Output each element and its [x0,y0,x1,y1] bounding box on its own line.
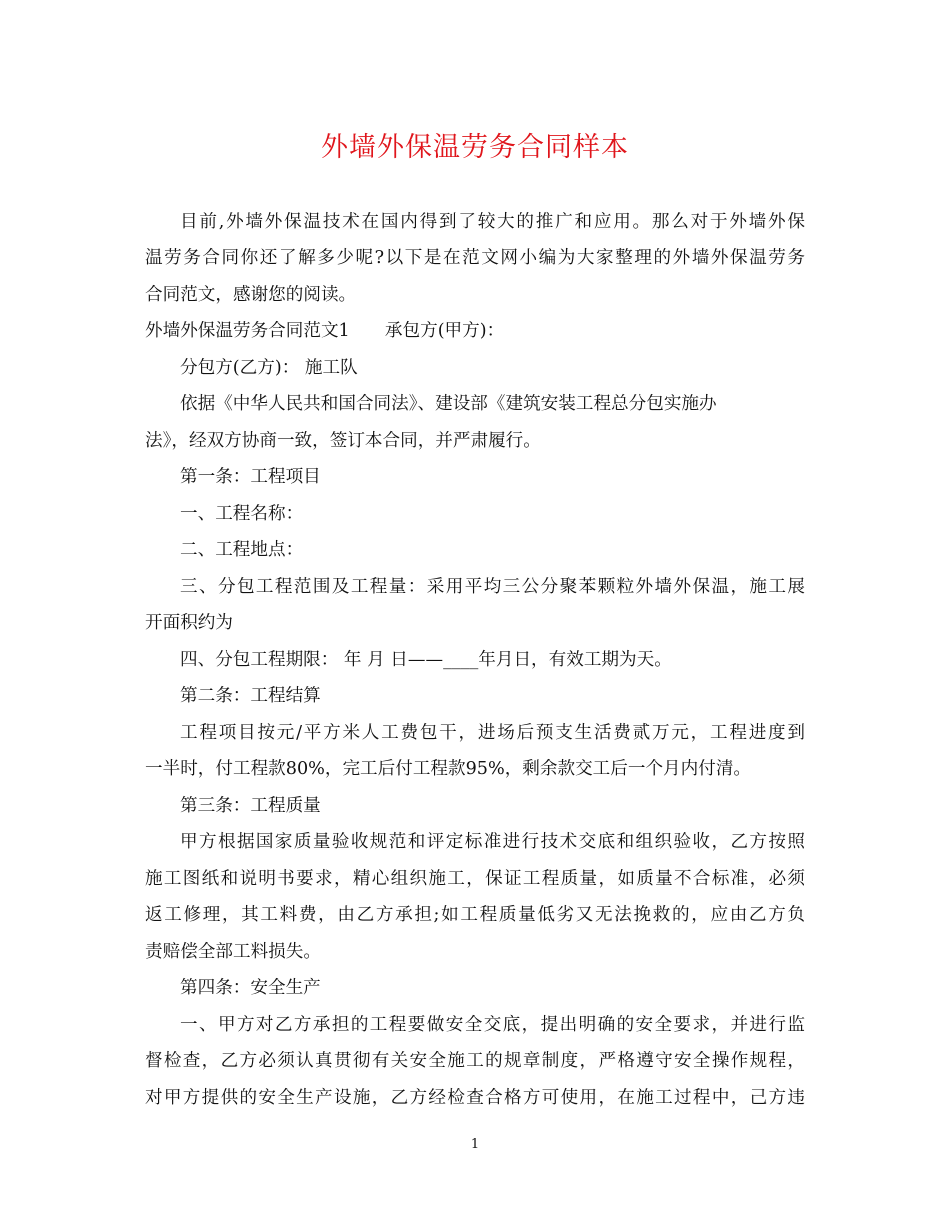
paragraph-line: 一半时，付工程款80%，完工后付工程款95%，剩余款交工后一个月内付清。 [145,759,752,779]
paragraph-line: 甲方根据国家质量验收规范和评定标准进行技术交底和组织验收，乙方按照 [180,832,805,852]
paragraph-line: 三、分包工程范围及工程量：采用平均三公分聚苯颗粒外墙外保温，施工展 [180,577,805,597]
paragraph-line: 对甲方提供的安全生产设施，乙方经检查合格方可使用，在施工过程中，己方违 [145,1088,805,1108]
paragraph-line: 一、甲方对乙方承担的工程要做安全交底，提出明确的安全要求，并进行监 [180,1015,805,1035]
document-title: 外墙外保温劳务合同样本 [321,132,629,163]
paragraph-line: 一、工程名称： [180,504,304,524]
paragraph-line: 二、工程地点： [180,540,304,560]
paragraph-line: 法》，经双方协商一致，签订本合同，并严肃履行。 [145,431,541,451]
page-number: 1 [470,1137,480,1152]
section-heading: 第四条：安全生产 [180,978,321,998]
paragraph-line: 目前,外墙外保温技术在国内得到了较大的推广和应用。那么对于外墙外保 [180,212,805,232]
paragraph-line: 督检查，乙方必须认真贯彻有关安全施工的规章制度，严格遵守安全操作规程， [145,1051,805,1071]
paragraph-line: 依据《中华人民共和国合同法》、建设部《建筑安装工程总分包实施办 [180,394,717,414]
paragraph-line: 责赔偿全部工料损失。 [145,942,321,962]
paragraph-line: 施工图纸和说明书要求，精心组织施工，保证工程质量，如质量不合标准，必须 [145,869,805,889]
paragraph-line: 工程项目按元/平方米人工费包干，进场后预支生活费贰万元，工程进度到 [180,723,805,743]
paragraph-line: 外墙外保温劳务合同范文1 承包方(甲方)： [145,321,505,341]
paragraph-line: 合同范文，感谢您的阅读。 [145,285,357,305]
paragraph-line: 温劳务合同你还了解多少呢?以下是在范文网小编为大家整理的外墙外保温劳务 [145,248,805,268]
paragraph-line: 开面积约为 [145,613,233,633]
section-heading: 第三条：工程质量 [180,796,321,816]
paragraph-line: 四、分包工程期限： 年 月 日——____年月日，有效工期为天。 [180,650,672,670]
section-heading: 第二条：工程结算 [180,686,321,706]
paragraph-line: 返工修理，其工料费，由乙方承担;如工程质量低劣又无法挽救的，应由乙方负 [145,905,805,925]
paragraph-line: 分包方(乙方)： 施工队 [180,358,358,378]
section-heading: 第一条：工程项目 [180,467,321,487]
